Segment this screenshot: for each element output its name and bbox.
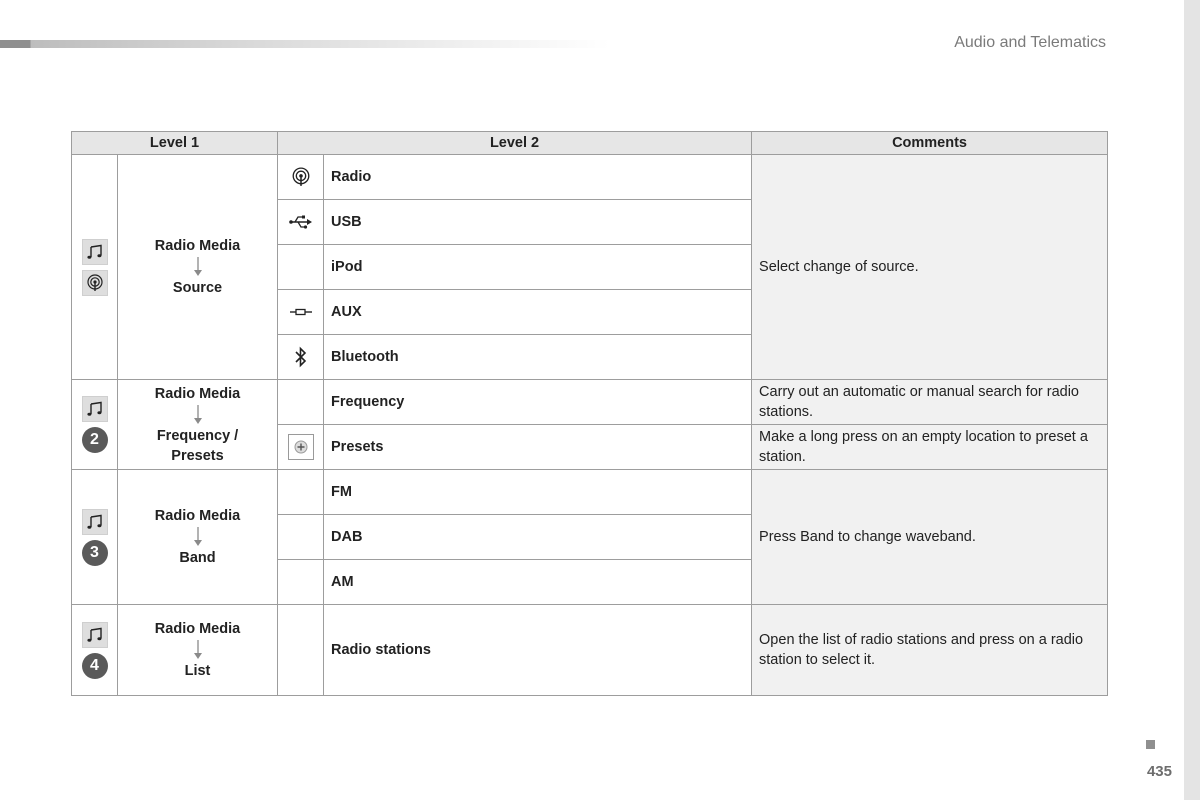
- level1-top-label: Radio Media: [154, 385, 241, 402]
- table-row: [72, 380, 1108, 425]
- level1-top-label: Radio Media: [154, 508, 241, 524]
- level2-icon-cell: [278, 380, 324, 425]
- level2-label: Frequency: [324, 380, 752, 425]
- music-note-icon: [82, 239, 108, 265]
- step-number-badge: 3: [82, 540, 108, 566]
- level1-bottom-label: Band: [179, 550, 216, 566]
- level2-label: Presets: [324, 425, 752, 470]
- page-edge-bar: [1184, 0, 1200, 800]
- music-note-icon: [82, 509, 108, 535]
- level2-icon-cell: [278, 335, 324, 380]
- level2-icon-cell: [278, 425, 324, 470]
- level1-bottom-label: Frequency /: [156, 427, 239, 444]
- arrow-down-icon: [193, 257, 203, 277]
- section-title: Audio and Telematics: [954, 34, 1106, 51]
- level2-label: DAB: [324, 515, 752, 560]
- comment-cell: Carry out an automatic or manual search for radio stations.: [752, 380, 1108, 425]
- level1-top-label: Radio Media: [154, 238, 241, 254]
- level2-label: iPod: [324, 245, 752, 290]
- arrow-down-icon: [193, 405, 203, 425]
- header-decorative-bar: [0, 40, 610, 48]
- music-note-icon: [82, 396, 108, 422]
- presets-plus-icon: [288, 434, 314, 460]
- level1-bottom-label: Source: [172, 280, 223, 296]
- level2-label: Radio stations: [324, 605, 752, 696]
- step-number-badge: 4: [82, 653, 108, 679]
- level2-icon-cell: [278, 200, 324, 245]
- table-header-row: [72, 132, 1108, 155]
- music-note-icon: [82, 622, 108, 648]
- table-row: [72, 605, 1108, 696]
- level2-icon-cell: [278, 605, 324, 696]
- level1-menu-path: [118, 470, 278, 605]
- level1-icons: [72, 155, 118, 380]
- comment-cell: Open the list of radio stations and press on a radio station to select it.: [752, 605, 1108, 696]
- audio-menu-table: [71, 131, 1108, 696]
- arrow-down-icon: [193, 640, 203, 660]
- comment-cell: Make a long press on an empty location to preset a station.: [752, 425, 1108, 470]
- radio-icon: [82, 270, 108, 296]
- column-header-level1: Level 1: [72, 132, 278, 155]
- level2-label: AUX: [324, 290, 752, 335]
- column-header-comments: Comments: [752, 132, 1108, 155]
- level1-bottom-label: List: [184, 663, 211, 679]
- level2-label: AM: [324, 560, 752, 605]
- level1-icons: [72, 470, 118, 605]
- level2-icon-cell: [278, 290, 324, 335]
- level1-bottom-label: Presets: [171, 447, 224, 464]
- level2-label: Radio: [324, 155, 752, 200]
- level2-icon-cell: [278, 470, 324, 515]
- step-number-badge: 2: [82, 427, 108, 453]
- table-row: [72, 155, 1108, 200]
- bluetooth-icon: [294, 346, 308, 368]
- level2-label: USB: [324, 200, 752, 245]
- level1-top-label: Radio Media: [154, 621, 241, 637]
- level1-icons: [72, 605, 118, 696]
- radio-icon: [291, 167, 311, 187]
- level1-menu-path: [118, 605, 278, 696]
- column-header-level2: Level 2: [278, 132, 752, 155]
- level2-icon-cell: [278, 515, 324, 560]
- level1-menu-path: [118, 380, 278, 470]
- comment-cell: Select change of source.: [752, 155, 1108, 380]
- level2-label: Bluetooth: [324, 335, 752, 380]
- table-row: [72, 470, 1108, 515]
- level2-icon-cell: [278, 560, 324, 605]
- aux-jack-icon: [289, 307, 313, 317]
- level2-label: FM: [324, 470, 752, 515]
- level2-icon-cell: [278, 245, 324, 290]
- level1-icons: [72, 380, 118, 470]
- arrow-down-icon: [193, 527, 203, 547]
- level2-icon-cell: [278, 155, 324, 200]
- comment-cell: Press Band to change waveband.: [752, 470, 1108, 605]
- page-marker: [1146, 740, 1155, 749]
- level1-menu-path: [118, 155, 278, 380]
- usb-icon: [289, 215, 313, 229]
- page-number: 435: [1146, 763, 1172, 780]
